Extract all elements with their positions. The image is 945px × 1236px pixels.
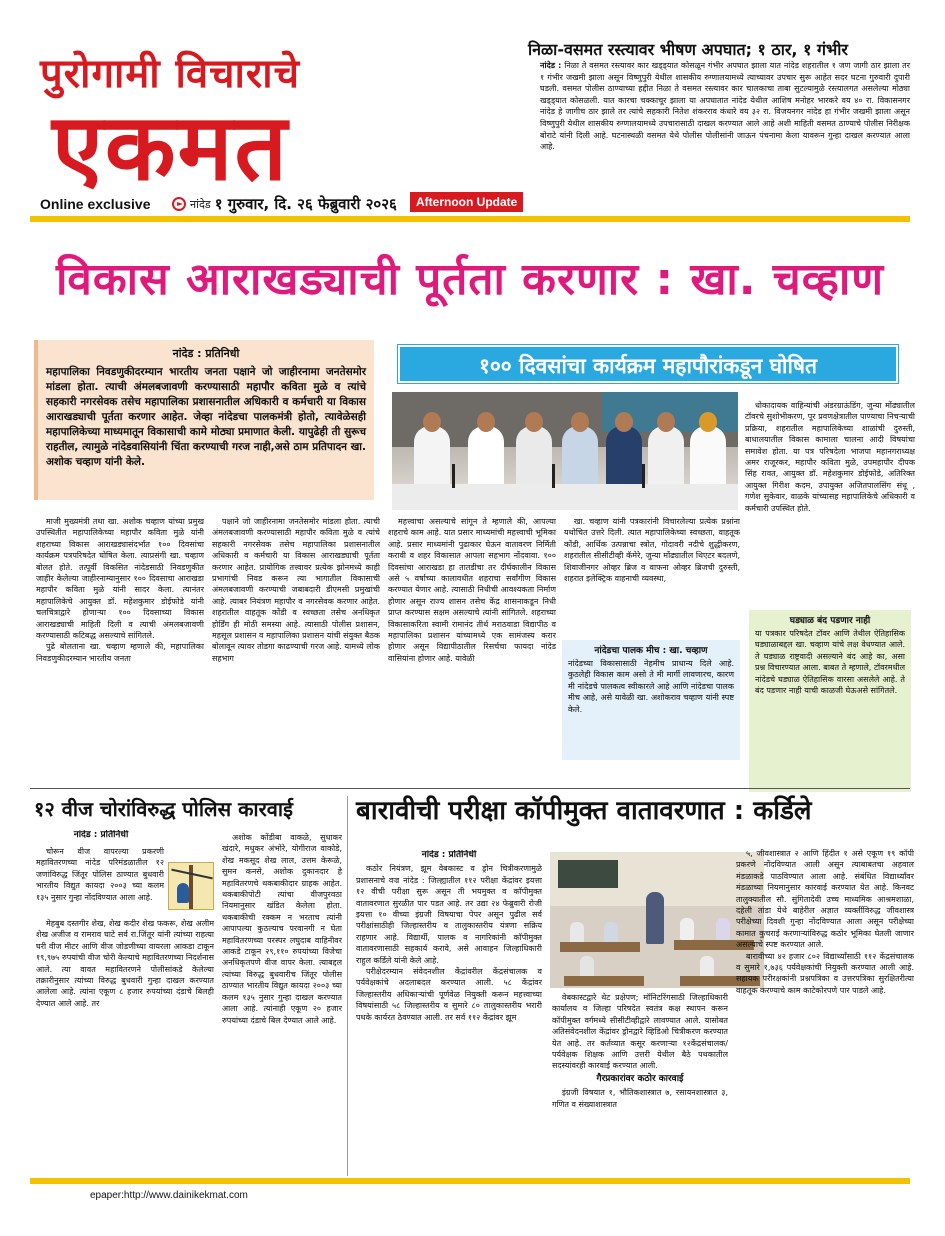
electricity-theft-illustration (168, 862, 214, 910)
microphone-icon (552, 464, 555, 488)
top-news-dateline: नांदेड : (540, 61, 562, 70)
exam-photo-desk (564, 976, 644, 986)
exam-hall-photo (550, 852, 764, 988)
electricity-column-2 (222, 832, 342, 1168)
main-col2-para: पक्षाने जो जाहीरनामा जनतेसमोर मांडला होता. त्याची अंमलबजावणी करण्यासाठी महापौर कविता मुळे व त्यांचे सहकारी नगरसेवक तसेच महापालिका प्रशासनातील अधिकारी व कर्मचारी या विकास आराखड्याची पूर्तता करणार आहेत. प्रायोगिक तत्त्वावर प्रत्येक झोनमध्ये काही प्रभागांची निवड करून त्या भागातील विकासाची अंमलबजावणी करण्याची जबाबदारी डीएमसी प्रमुखांची आहे. त्याबर नियंत्रण महापौर व नगरसेवक करणार आहेत. शहरातील वाहतूक कोंडी व स्वच्छता तसेच अनधिकृत होर्डिंग ही मोठी समस्या आहे. त्यासाठी पोलीस प्रशासन, महसूल प्रशासन व महापालिका प्रशासन यांची संयुक्त बैठक बोलावून त्यावर तोडगा काढण्याची गरज आहे. यामध्ये लोक सहभाग (212, 517, 380, 663)
exam-photo-invigilator (646, 892, 664, 944)
exam-photo-student (700, 956, 714, 978)
electricity-para-3: अशोक कोंडीबा वाकळे, सुधाकर खंदारे, मधुकर अंभोरे, योगीराज वाकोडे, शेख मकसूद शेख लाल, उत्तम केरूळे, सुमन कनसे, अशोक दुकानदार हे महावितरणचे थकबाकीदार ग्राहक आहेत. थकबाकीपोटी त्यांचा वीजपुरवठा नियमानुसार खंडित केलेला होता. थकबाकीची रक्कम न भरताच त्यांनी आपापल्या कुठल्याच परवानगी न घेता महावितरणच्या परस्पर लघुदाब वाहिनीवर आकडे टाकून २९,११० रुपयांच्या विजेचा अनधिकृतपणे वीज वापर केला. त्याबद्दल त्यांच्या विरुद्ध बुधवारीच जिंतूर पोलीस ठाण्यात भारतीय विद्युत कायदा २००३ च्या कलम १३५ नुसार गुन्हा दाखल करण्यात आला आहे. त्यांनाही एकूण २० हजार रुपयांच्या दंडाचे बिल देण्यात आले आहे. (222, 833, 342, 1025)
exam-column-1 (356, 850, 542, 1170)
main-col1-para: माजी मुख्यमंत्री तथा खा. अशोक चव्हाण यांच्या प्रमुख उपस्थितीत महापालिकेच्या महापौर कविता मुळे यांनी शहराच्या विकास आराखड्यासंदर्भात १०० दिवसांचा कार्यक्रम पत्रपरिषदेत घोषित केला. त्याप्रसंगी खा. चव्हाण बोलत होते. तत्पूर्वी विकसित नांदेडसाठी निवडणुकीत जाहीर केलेल्या जाहीरनाम्यानुसार १०० दिवसाचा आराखडा महापौर कविता मुळे यांनी सादर केला. त्यानंतर महापालिकेचे आयुक्त डॉ. महेशकुमार डोईफोडे यांनी चलचित्राद्वारे होणाऱ्या १०० दिवसाच्या विकास आराखड्याची माहिती दिली व त्याची अंमलबजावणी करण्यासाठी कटिबद्ध असल्याचे सांगितले. (36, 517, 204, 641)
exam-para-4: इंग्रजी विषयात १, भौतिकशास्त्रात ७, रसायनशास्त्रात ३, गणित व संख्याशास्त्रात (552, 1088, 728, 1109)
press-conference-photo (392, 392, 738, 510)
subhead-banner: १०० दिवसांचा कार्यक्रम महापौरांकडून घोषित (398, 345, 898, 383)
online-exclusive-label: Online exclusive (40, 196, 151, 212)
photo-person (606, 426, 642, 490)
footer-divider (30, 1178, 910, 1184)
exam-photo-board (558, 860, 618, 888)
photo-person (648, 426, 684, 490)
photo-person-head (571, 412, 589, 432)
exam-photo-student (716, 918, 730, 940)
epaper-url[interactable]: epaper:http://www.dainikekmat.com (90, 1190, 248, 1201)
dateline-date: १ गुरुवार, दि. २६ फेब्रुवारी २०२६ (214, 195, 397, 213)
main-article-column-4 (564, 516, 740, 636)
exam-para-3: वेबकास्टद्वारे थेट प्रक्षेपण; मॉनिटरिंगसाठी जिल्हाधिकारी कार्यालय व जिल्हा परिषदेत स्वतंत्र कक्ष स्थापन करून कॉपीमुक्त वर्गमध्ये सीसीटीव्हीद्वारे लावण्यात आले. यासोबत अतिसंवेदनशील केंद्रांवर ड्रोनद्वारे व्हिडिओ चित्रीकरण करण्यात येत आहे. तर कर्तव्यात कसूर करणाऱ्या १२केंद्रसंचालक/पर्यवेक्षक शिक्षक आणि उत्तरी येथील बैठे पथकातील सदस्यांवरही कारवाई करण्यात आली. (552, 993, 728, 1071)
top-news-headline: निळा-वसमत रस्त्यावर भीषण अपघात; १ ठार, १ गंभीर (528, 40, 848, 59)
top-divider (30, 216, 910, 222)
main-headline: विकास आराखड्याची पूर्तता करणार : खा. चव्हाण (55, 254, 885, 305)
dateline-place: नांदेड (190, 197, 211, 211)
main-col5-para: धोकादायक वाहिन्यांची अंडरग्राऊंडिंग, जुन्या मोंढ्यातील टॉवरचे सुशोभीकरण, पूर प्रवणक्षेत्रातील पाण्याचा निचऱ्याची प्रक्रिया, शहरातील महापालिकेच्या शाळांची दुरुस्ती, बाधालयातील विकास कामाला चालना आदी विषयांचा समावेश होता. या पत्र परिषदेला भाजपा महानगराध्यक्ष अमर राजूरकर, महापौर कविता मुळे, उपमहापौर दीपक सिंह रावत, आयुक्त डॉ. महेशकुमार डोईफोडे, अतिरिक्त आयुक्त गिरीश कदम, उपायुक्त अजितपालसिंग संधू , गणेश सुकेवार, वाळके यांच्यासह महापालिकेचे अधिकारी व कर्मचारी उपस्थित होते. (745, 401, 915, 513)
main-col3-para: महत्त्वाचा असल्याचे सांगून ते म्हणाले की, आपल्या शहराचे काम आहे. यात प्रसार माध्यमांची महत्त्वाची भूमिका आहे. प्रसार माध्यमांनी पुढाकार घेऊन वातावरण निर्मिती करावी व शहर विकासात आपला सहभाग नोंदवावा. १०० दिवसांचा आराखडा हा तातडीचा तर दीर्घकालीन विकास असे ५ वर्षाच्या कालावधीत शहराचा सर्वांगीण विकास करण्यात येणार आहे. त्यासाठी निधीची आवश्यकता निर्माण होणार असून राज्य शासन तसेच केंद्र शासनाकडून निधी प्राप्त करण्यास सक्षम असल्याचे त्यांनी सांगितले. शहराच्या विकासाकरिता स्वामी रामानंद तीर्थ मराठवाडा विद्यापीठ व महापालिका प्रशासन यांच्यामध्ये एक सामंजस्य करार होणार असून विद्यापीठातील रिसर्चचा फायदा नांदेड वासियांना होणार आहे. यावेळी (388, 517, 556, 663)
vertical-divider (347, 796, 348, 1176)
exam-para-1: कठोर नियंत्रण, झूम वेबकास्ट व ड्रोन चित्रीकरणामुळे प्रशासनाचे वज्र नांदेड : जिल्ह्यातील ११२ परीक्षा केंद्रांवर इयत्ता १२ वीची परीक्षा सुरू असून ती भयमुक्त व कॉपीमुक्त वातावरणात सुरळीत पार पडत आहे. तर उद्या २४ फेब्रुवारी रोजी इयत्ता १० वीच्या इंग्रजी विषयाचा पेपर असून पुढील सर्व परीक्षांसाठीही जिल्हास्तरीय व तालुकास्तरीय यंत्रणा सक्रिय राहणार आहे. विद्यार्थी, पालक व नागरिकांनी कॉपीमुक्त वातावरणासाठी सहकार्य करावे, असे आवाहन जिल्हाधिकारी राहुल कर्डिले यांनी केले आहे. (356, 864, 542, 965)
worker-icon (177, 883, 189, 903)
sidebar-box-clock-heading: घड्याळ बंद पडणार नाही (789, 616, 871, 626)
electricity-theft-headline: १२ वीज चोरांविरुद्ध पोलिस कारवाई (34, 797, 293, 821)
photo-person-turban (699, 412, 717, 432)
intro-dateline: नांदेड : प्रतिनिधी (172, 347, 240, 360)
photo-person-head (477, 412, 495, 432)
exam-photo-student (570, 922, 584, 944)
exam-headline: बारावीची परीक्षा कॉपीमुक्त वातावरणात : कर्डिले (356, 796, 812, 826)
photo-person (468, 426, 504, 490)
sidebar-box-clock-text: या पत्रकार परिषदेत टॉवर आणि तेथील ऐतिहासिक घड्याळाबद्दल खा. चव्हाण यांचे लक्ष वेधण्यात आले. ते घड्याळ राष्ट्रवादी असल्याने बंद आहे का, असा प्रश्न विचारण्यात आला. बाबत ते म्हणाले, टॉवरमधील नांदेडचे घड्याळ ऐतिहासिक वारसा असलेले आहे. ते बंद पडणार नाही याची काळजी घेऊअसे सांगितले. (755, 629, 905, 696)
microphone-icon (452, 464, 455, 488)
electricity-para-1: चोरून वीज वापरल्या प्रकरणी महावितरणच्या नांदेड परिमंडळातील १२ जणांविरुद्ध जिंतूर पोलिस ठाण्यात बुधवारी भारतीय विद्युत कायदा २००३ च्या कलम १३५ नुसार गुन्हा नोंदविण्यात आला आहे. (36, 847, 164, 902)
exam-para-5: ५, जीवशास्त्रात २ आणि हिंदीत १ असे एकूण १९ कॉपी प्रकरणे नोंदविण्यात आली असून त्याबाबतचा अहवाल मंडळाकडे पाठविण्यात आला आहे. संबंधित विद्यार्थ्यांवर मंडळाच्या नियमानुसार कारवाई करण्यात येत आहे. किनवट तालुक्यातील सौ. सुंगितादेवी उच्च माध्यमिक आश्रमशाळा, दहेली तांडा येथे बाहेरील अज्ञात व्यक्तींविरुद्ध जीवशास्त्र परीक्षेच्या दिवशी गुन्हा नोंदविण्यात आला असून परीक्षेच्या कामात कुचराई करणाऱ्यांविरुद्ध कठोर भूमिका घेतली जाणार असल्याचे स्पष्ट करण्यात आले. (736, 849, 914, 950)
main-col4-para: खा. चव्हाण यांनी पत्रकारांनी विचारलेल्या प्रत्येक प्रश्नांना यथोचित उत्तरे दिली. त्यात महापालिकेच्या स्वच्छता, वाहतूक कोंडी, आर्थिक उत्पन्नाचा स्त्रोत, गोदावरी नदीचे शुद्धीकरण, शहरातील सीसीटीव्ही कॅमेरे, जुन्या मोंढ्यातील थिएटर बदलणे, शिवाजीनगर ओव्हर ब्रिज व वाफना ओव्हर ब्रिजची दुरुस्ती, शहरात इलेक्ट्रिक वाहनाची व्यवस्था, (564, 517, 740, 584)
exam-subsection-heading: गैरप्रकारांवर कठोर कारवाई (596, 1073, 684, 1084)
microphone-icon (642, 464, 645, 488)
exam-column-3 (736, 848, 914, 1170)
masthead-logo: एकमत (52, 94, 289, 201)
electricity-para-2: मेहबुब दस्तगीर शेख, शेख कदीर शेख फकरू, शेख अलीम शेख अजीज व रामराव घाटे सर्व रा.जिंतूर यांनी त्यांच्या राहत्या घरी वीज मीटर आणि वीज जोडणीच्या वायरला आकडा टाकून १९,९७५ रुपयांची वीज चोरी केल्याचे महावितरणच्या निदर्शनास आले. त्या वावत महावितरणने पोलीसांकडे केलेल्या तक्रारीनुसार त्यांच्या विरुद्ध बुधवारी गुन्हा दाखल करण्यात आलेला आहे. त्यांना एकूण ८ हजार रुपयांच्या दंडाचे बिलही देण्यात आले आहे. तर (36, 919, 214, 1008)
exam-para-2: परीक्षेदरम्यान संवेदनशील केंद्रांवरील केंद्रसंचालक व पर्यवेक्षकांचे अदलाबदल करण्यात आली. ५८ केंद्रांवर जिल्हास्तरीय अधिकाऱ्यांची पूर्णवेळ नियुक्ती करून महत्त्वाच्या विषयांसाठी ५८ जिल्हास्तरीय व सुमारे ८० तालुकास्तरीय भरारी पथके कार्यरत ठेवण्यात आली. तर सर्व ११२ केंद्रांवर झूम (356, 967, 542, 1022)
exam-photo-student (680, 918, 694, 940)
photo-person-head (657, 412, 675, 432)
section-divider (30, 788, 910, 789)
sidebar-box-guardian (562, 640, 740, 760)
exam-photo-student (580, 956, 594, 978)
photo-person-head (615, 412, 633, 432)
sidebar-box-clock (749, 610, 911, 792)
exam-dateline: नांदेड : प्रतिनिधी (421, 850, 477, 860)
photo-person-head (525, 412, 543, 432)
afternoon-update-badge: Afternoon Update (410, 192, 523, 212)
photo-person (414, 426, 450, 490)
intro-text: महापालिका निवडणुकीदरम्यान भारतीय जनता पक्षाने जो जाहीरनामा जनतेसमोर मांडला होता. त्याची अंमलबजावणी करण्यासाठी महापौर कविता मुळे व त्यांचे सहकारी नगरसेवक तसेच महापालिका प्रशासनातील अधिकारी व कर्मचारी या विकास आराखड्याची पूर्तता करणार आहेत. जेव्हा नांदेडचा पालकमंत्री होतो, त्यावेळेसही महापालिकेच्या माध्यमातून विकासाची कामे मोठ्या प्रमाणात केली. यापुढेही ती सुरूच राहतील, त्यामुळे नांदेडवासियांनी चिंता करण्याची गरज नाही,असे ठाम प्रतिपादन खा. अशोक चव्हाण यांनी केले. (46, 366, 366, 468)
main-col1-para-2: पुढे बोलताना खा. चव्हाण म्हणाले की, महापालिका निवडणुकीदरम्यान भारतीय जनता (36, 642, 204, 663)
intro-box (34, 340, 374, 500)
photo-table (392, 484, 738, 510)
masthead-dateline (172, 194, 397, 214)
exam-photo-desk (560, 942, 640, 952)
top-news-text: निळा ते वसमत रस्त्यावर कार खड्ड्यात कोसळून गंभीर अपघात झाला यात नांदेड शहरातील १ जण जागी ठार झाला तर १ गंभीर जखमी झाला असून विष्णुपुरी येथील शासकीय रुग्णालयामध्ये त्याच्यावर उपचार सुरू आहेत सदर घटना गुरुवारी दुपारी घडली. वसमत पोलीस ठाण्याच्या हद्दीत निळा ते वसमत रस्त्यावर कार चालकाचा ताबा सुटल्यामुळे रस्त्यालगत असलेल्या मोठ्या खड्ड्यात कोसळली. यात कारचा चक्काचूर झाला या अपघातात नांदेड येथील आशिष मनोहर भारकरे वय ४० रा. विकासनगर नांदेड हे जागीच ठार झाले तर त्यांचे सहकारी नितेश शंकरराव कंधारे वय ३२ रा. विजयनगर नांदेड हा गंभीर जखमी झाला असून विष्णुपुरी येथील शासकीय रुग्णालयामध्ये उपचारासाठी दाखल करण्यात आले आहे अशी माहिती वसमत ठाण्याचे पोलीस निरीक्षक बोराटे यांनी दिली आहे. घटनास्थळी वसमत येथे पोलीस पोलीसांनी जाऊन पंचनामा केला यावरून गुन्हा दाखल करण्यात आला आहे. (540, 61, 911, 152)
top-news-body (540, 60, 910, 153)
electricity-dateline: नांदेड : प्रतिनिधी (73, 830, 129, 840)
photo-person-head (423, 412, 441, 432)
main-article-column-5 (745, 400, 915, 612)
electricity-column-1a (36, 846, 164, 918)
sidebar-box-guardian-text: नांदेडच्या विकासासाठी नेहमीच प्राधान्य दिले आहे. कुठलेही विकास काम असो ते मी मार्गी लावणारच, कारण मी नांदेडचे पालकत्व स्वीकारले आहे आणि नांदेडचा पालक मीच आहे, असे यावेळी खा. अशोकराव चव्हाण यांनी स्पष्ट केले. (568, 659, 734, 714)
sidebar-box-guardian-heading: नांदेडचा पालक मीच : खा. चव्हाण (594, 646, 708, 656)
main-article-column-1 (36, 516, 204, 784)
electricity-column-1b (36, 918, 214, 1168)
photo-person (562, 426, 598, 490)
main-article-column-2 (212, 516, 380, 784)
main-article-column-3 (388, 516, 556, 784)
photo-person (516, 426, 552, 490)
exam-photo-student (604, 922, 618, 944)
arrow-right-icon (172, 197, 186, 211)
exam-para-6: बारावीच्या ४२ हजार ८०२ विद्यार्थ्यांसाठी ११२ केंद्रसंचालक व सुमारे १,७३६ पर्यवेक्षकांची नियुक्ती करण्यात आली आहे. सहायक परीरक्षकांनी प्रश्नपत्रिका व उत्तरपत्रिका सुरक्षितरीत्या वाहतूक करण्याचे काम काटेकोरपणे पार पाडले आहे. (736, 951, 914, 995)
masthead-tagline: पुरोगामी विचाराचे (40, 51, 301, 97)
photo-person (690, 426, 726, 490)
exam-column-2 (552, 992, 728, 1168)
